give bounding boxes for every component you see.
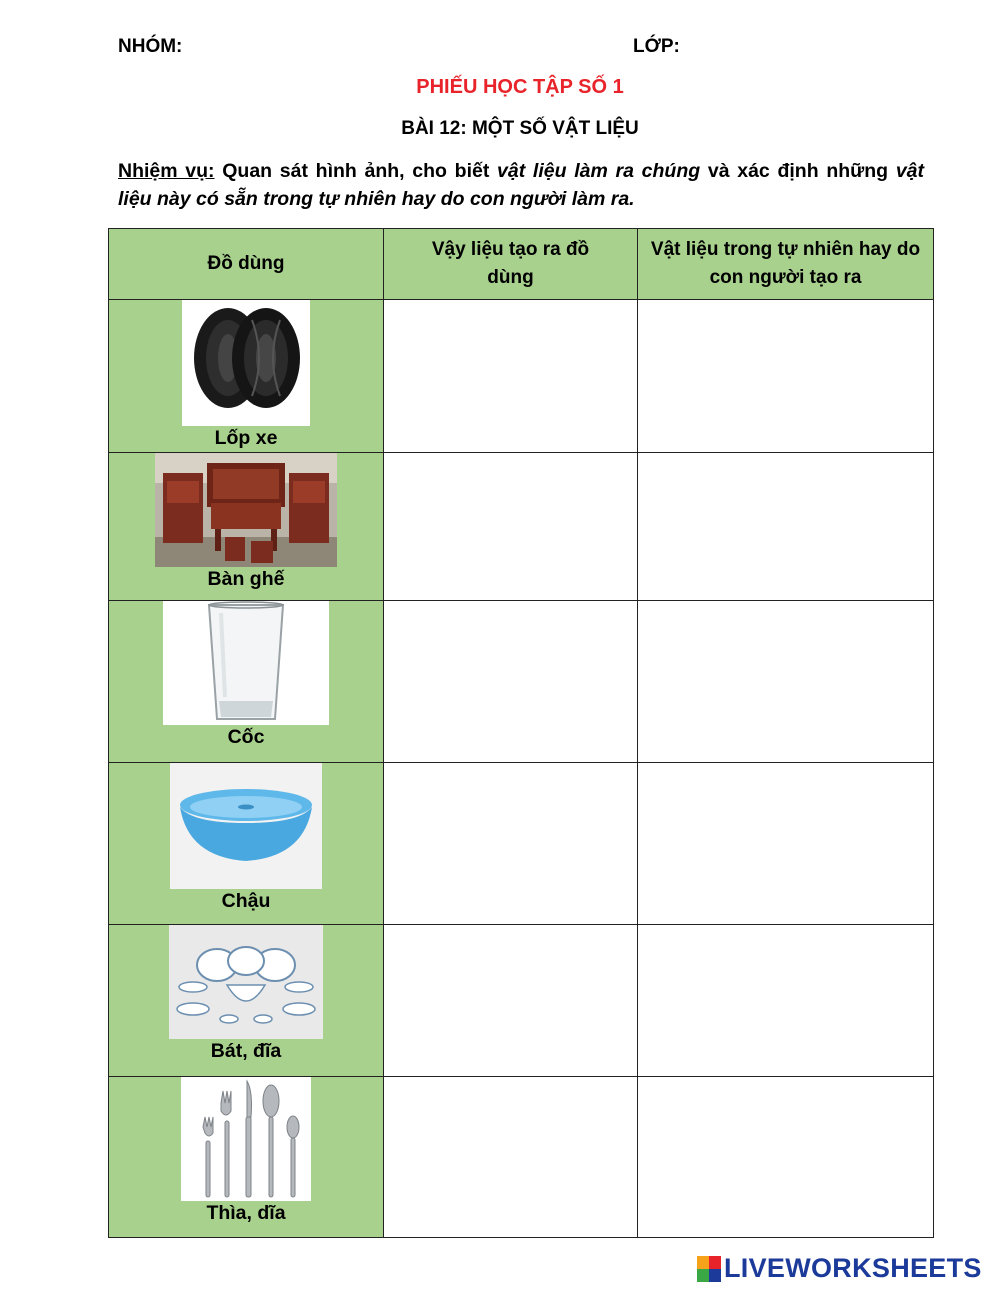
materials-table	[108, 228, 934, 1238]
tire-icon	[182, 300, 310, 426]
material-answer-cell[interactable]	[384, 1077, 638, 1238]
origin-answer-cell[interactable]	[638, 453, 934, 601]
material-answer-cell[interactable]	[384, 453, 638, 601]
header-item: Đồ dùng	[109, 229, 384, 300]
table-row	[109, 300, 934, 453]
header-origin: Vật liệu trong tự nhiên hay do con người tạo ra	[638, 229, 934, 300]
origin-answer-cell[interactable]	[638, 300, 934, 453]
table-row	[109, 601, 934, 763]
material-answer-cell[interactable]	[384, 925, 638, 1077]
logo-icon	[697, 1256, 721, 1282]
origin-answer-cell[interactable]	[638, 1077, 934, 1238]
item-label: Chậu	[221, 890, 271, 912]
liveworksheets-logo	[697, 1253, 982, 1284]
cutlery-icon	[181, 1077, 311, 1201]
glass-icon	[163, 601, 329, 725]
table-row	[109, 925, 934, 1077]
table-row	[109, 453, 934, 601]
item-label: Bát, đĩa	[210, 1040, 282, 1062]
basin-icon	[170, 763, 322, 889]
dishes-icon	[169, 925, 323, 1039]
class-label: LỚP:	[633, 36, 680, 57]
lesson-title: BÀI 12: MỘT SỐ VẬT LIỆU	[401, 118, 639, 139]
worksheet-title: PHIẾU HỌC TẬP SỐ 1	[416, 76, 624, 98]
furniture-icon	[155, 453, 337, 567]
group-label: NHÓM:	[118, 36, 183, 57]
origin-answer-cell[interactable]	[638, 763, 934, 925]
origin-answer-cell[interactable]	[638, 925, 934, 1077]
table-row	[109, 1077, 934, 1238]
item-label: Cốc	[227, 726, 265, 748]
item-label: Bàn ghế	[207, 568, 285, 590]
item-label: Thìa, dĩa	[206, 1202, 286, 1224]
material-answer-cell[interactable]	[384, 763, 638, 925]
task-label: Nhiệm vụ:	[118, 160, 215, 182]
brand-name: LIVEWORKSHEETS	[724, 1253, 982, 1283]
table-row	[109, 763, 934, 925]
material-answer-cell[interactable]	[384, 300, 638, 453]
table-header-row	[109, 229, 934, 300]
origin-answer-cell[interactable]	[638, 601, 934, 763]
material-answer-cell[interactable]	[384, 601, 638, 763]
task-instructions: Nhiệm vụ: Quan sát hình ảnh, cho biết vật liệu làm ra chúng và xác định những vật liệu này có sẵn trong tự nhiên hay do con người làm ra.	[118, 160, 924, 210]
header-material: Vậy liệu tạo ra đồ dùng	[384, 229, 638, 300]
item-label: Lốp xe	[214, 427, 278, 449]
